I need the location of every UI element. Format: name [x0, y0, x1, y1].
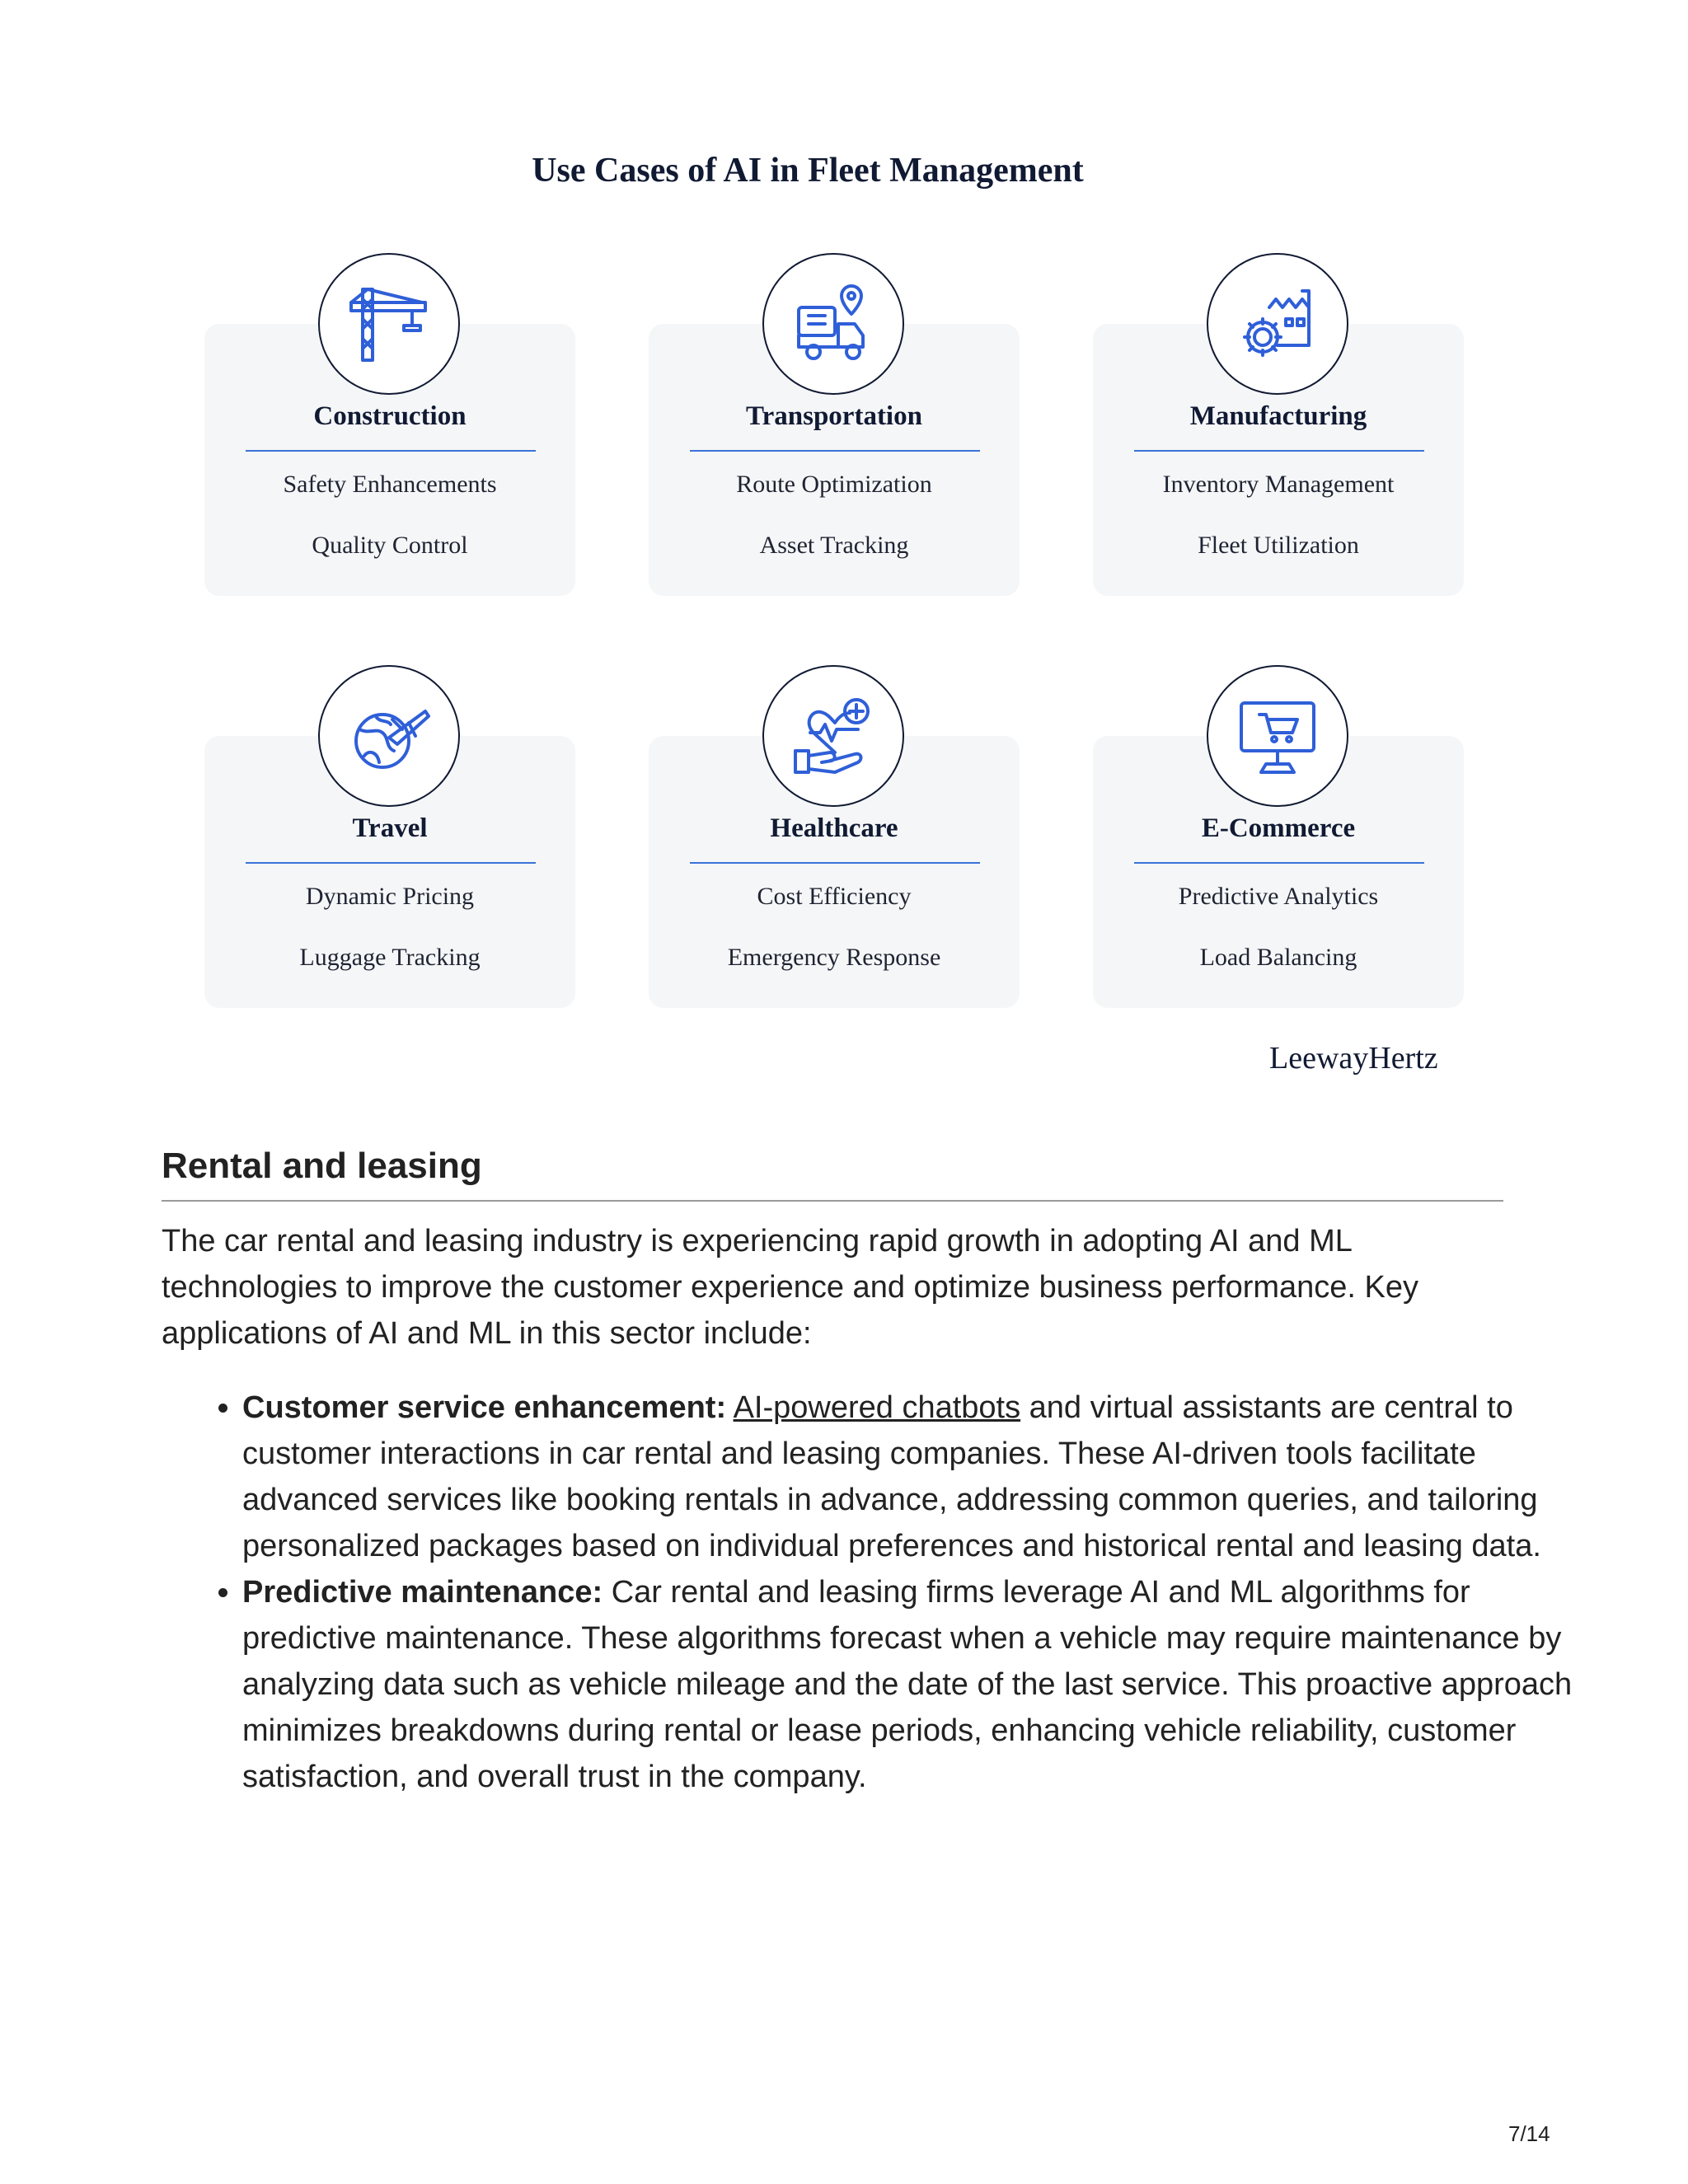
card-item: Quality Control	[312, 532, 468, 559]
heart-hand-icon	[762, 665, 904, 807]
card-divider	[1134, 450, 1424, 452]
monitor-cart-icon	[1207, 665, 1348, 807]
card-item: Load Balancing	[1199, 944, 1357, 971]
bullet-label: Customer service enhancement:	[242, 1390, 727, 1425]
bullet-list	[162, 1385, 1602, 1800]
card-item: Inventory Management	[1162, 471, 1395, 498]
card-divider	[246, 450, 536, 452]
ai-chatbots-link[interactable]: AI-powered chatbots	[733, 1390, 1021, 1425]
globe-plane-icon	[318, 665, 460, 807]
card-item: Luggage Tracking	[299, 944, 481, 971]
card-title: Transportation	[746, 401, 922, 431]
card-title: Manufacturing	[1189, 401, 1367, 431]
bullet-text: and virtual assistants are central to customer interactions in car rental and leasing companies. These AI-driven tools facilitate advanced services like booking rentals in advance, addressing common queries, and tailoring personalized packages based on individual preferences and historical rental and leasing data.	[242, 1390, 1541, 1563]
infographic-title: Use Cases of AI in Fleet Management	[532, 152, 1084, 190]
page-number: 7/14	[1508, 2121, 1550, 2146]
brand-logo: LeewayHertz	[1269, 1041, 1438, 1076]
card-divider	[690, 450, 980, 452]
list-item	[242, 1385, 1602, 1569]
card-divider	[690, 862, 980, 864]
intro-paragraph: The car rental and leasing industry is experiencing rapid growth in adopting AI and ML technologies to improve the customer experience and optimize business performance. Key applications of AI and ML in this sector include:	[162, 1224, 1419, 1351]
card-divider	[1134, 862, 1424, 864]
card-divider	[246, 862, 536, 864]
list-item	[242, 1569, 1602, 1800]
factory-gear-icon	[1207, 253, 1348, 395]
card-item: Fleet Utilization	[1198, 532, 1359, 559]
card-item: Cost Efficiency	[757, 883, 912, 910]
bullet-text: Car rental and leasing firms leverage AI and ML algorithms for predictive maintenance. These algorithms forecast when a vehicle may require maintenance by analyzing data such as vehicle mileage and the date of the last service. This proactive approach minimizes breakdowns during rental or lease periods, enhancing vehicle reliability, customer satisfaction, and overall trust in the company.	[242, 1575, 1573, 1794]
section-heading: Rental and leasing	[162, 1146, 482, 1186]
card-title: Healthcare	[770, 813, 898, 843]
card-item: Predictive Analytics	[1178, 883, 1379, 910]
card-item: Route Optimization	[736, 471, 932, 498]
bullet-label: Predictive maintenance:	[242, 1575, 603, 1610]
card-title: E-Commerce	[1201, 813, 1356, 843]
card-item: Safety Enhancements	[283, 471, 497, 498]
crane-icon	[318, 253, 460, 395]
card-item: Emergency Response	[727, 944, 941, 971]
card-item: Dynamic Pricing	[305, 883, 475, 910]
card-title: Travel	[352, 813, 428, 843]
card-item: Asset Tracking	[759, 532, 909, 559]
card-title: Construction	[313, 401, 467, 431]
delivery-truck-icon	[762, 253, 904, 395]
heading-divider	[162, 1200, 1503, 1202]
